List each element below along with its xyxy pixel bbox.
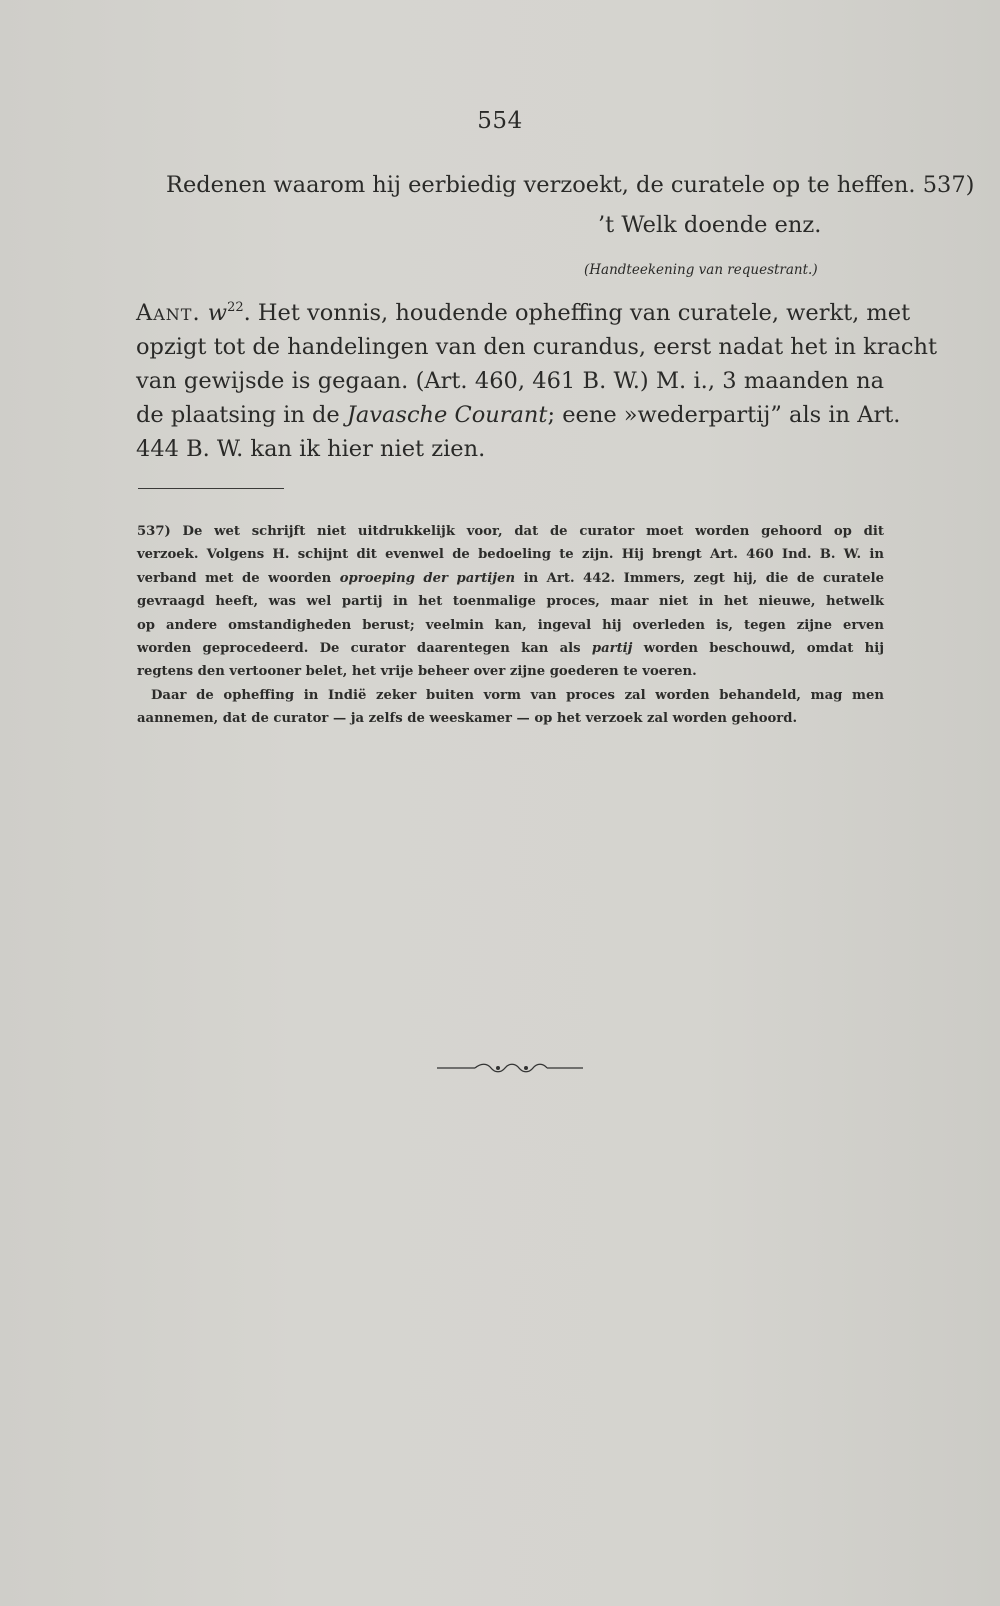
footnote-line-3-italic: oproeping der partijen	[339, 570, 516, 586]
footnote-line-4: gevraagd heeft, was wel partij in het toenmalige proces, maar niet in het nieuwe, hetwelk	[137, 594, 884, 610]
footnote-line-3-pre: verband met de woorden	[137, 570, 340, 586]
annotation-line-3: van gewijsde is gegaan. (Art. 460, 461 B. W.) M. i., 3 maanden na	[136, 368, 884, 394]
annotation-text-1: . Het vonnis, houdende opheffing van curatele, werkt, met	[243, 300, 911, 326]
annotation-paragraph	[136, 296, 938, 466]
annotation-line-4-pre: de plaatsing in de	[136, 402, 347, 428]
annotation-line-1	[136, 296, 911, 330]
footnote-line-6-pre: worden geprocedeerd. De curator daarentegen kan als	[137, 641, 592, 657]
annotation-line-4-italic: Javasche Courant	[346, 402, 548, 428]
annotation-ref: w	[207, 300, 228, 326]
annotation-line-5: 444 B. W. kan ik hier niet zien.	[136, 436, 486, 462]
footnote-line-3	[137, 567, 884, 590]
closing-line-1: Redenen waarom hij eerbiedig verzoekt, de curatele op te heffen. 537)	[166, 172, 975, 198]
annotation-label: Aant.	[136, 300, 201, 326]
ornament-divider-icon	[437, 1060, 583, 1076]
closing-line-2: ’t Welk doende enz.	[598, 212, 822, 238]
annotation-line-2: opzigt tot de handelingen van den curandus, eerst nadat het in kracht	[136, 334, 938, 360]
footnote-line-8: Daar de opheffing in Indië zeker buiten vorm van proces zal worden behandeld, mag men	[151, 687, 884, 703]
signature-note: (Handteekening van requestrant.)	[584, 262, 818, 278]
footnote-line-5: op andere omstandigheden berust; veelmin kan, ingeval hij overleden is, tegen zijne erven	[137, 617, 884, 633]
annotation-ref-sup: 22	[227, 300, 244, 315]
footnote-line-9: aannemen, dat de curator — ja zelfs de weeskamer — op het verzoek zal worden gehoord.	[137, 711, 798, 727]
footnote	[137, 520, 884, 731]
footnote-separator	[138, 488, 284, 489]
footnote-line-7: regtens den vertooner belet, het vrije beheer over zijne goederen te voeren.	[137, 664, 697, 680]
page-number: 554	[477, 108, 523, 134]
annotation-line-4	[136, 398, 901, 432]
footnote-line-6-italic: partij	[591, 641, 633, 657]
footnote-line-6-post: worden beschouwd, omdat hij	[632, 641, 884, 657]
footnote-line-3-post: in Art. 442. Immers, zegt hij, die de curatele	[515, 570, 884, 586]
footnote-line-1: 537) De wet schrijft niet uitdrukkelijk voor, dat de curator moet worden gehoord op dit	[137, 524, 884, 539]
annotation-line-4-post: ; eene »wederpartij” als in Art.	[547, 402, 901, 428]
footnote-line-6	[137, 637, 884, 660]
footnote-line-2: verzoek. Volgens H. schijnt dit evenwel de bedoeling te zijn. Hij brengt Art. 460 Ind. B. W. in	[137, 547, 884, 563]
